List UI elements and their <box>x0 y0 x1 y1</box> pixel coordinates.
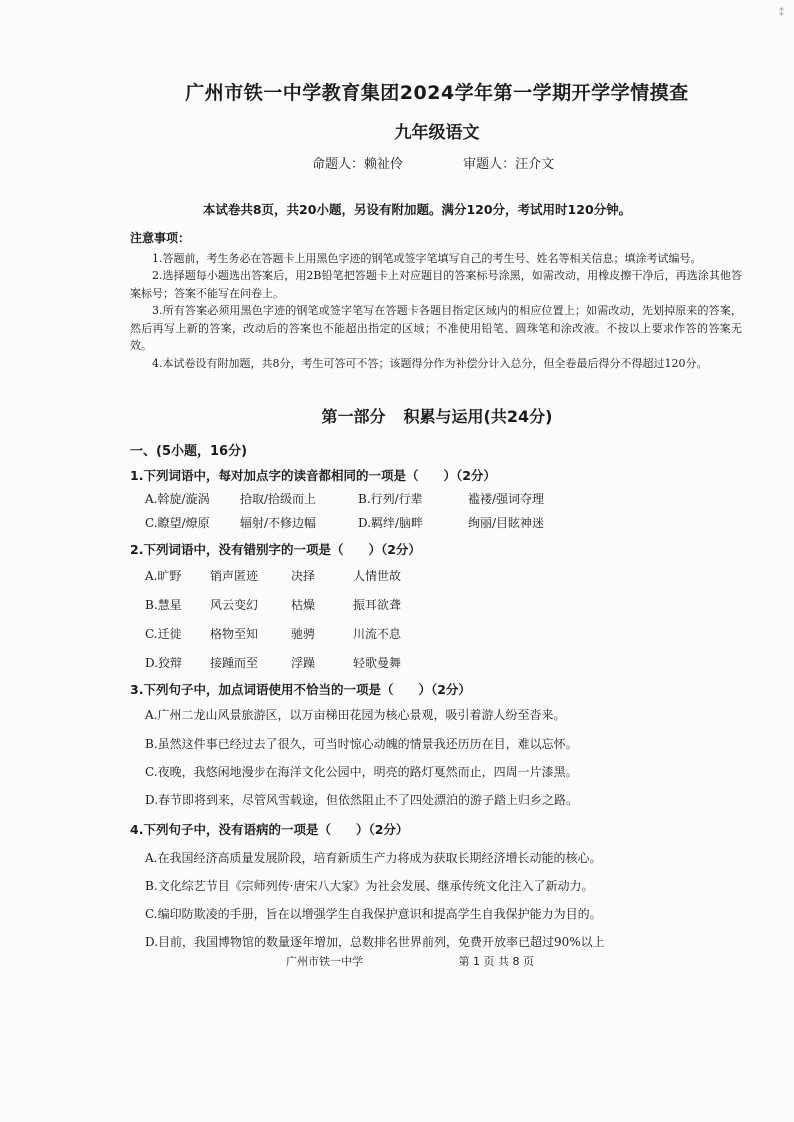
q2-c-3: 驰骋 <box>291 627 316 641</box>
footer-page-number: 第 1 页 共 8 页 <box>458 955 534 968</box>
q2-d-4: 轻歌曼舞 <box>353 656 402 670</box>
footer-school: 广州市铁一中学 <box>286 955 363 968</box>
page-footer <box>286 953 534 969</box>
q2-d-3: 浮躁 <box>291 656 316 670</box>
q2-a-1: A.旷野 <box>145 569 182 583</box>
note-item: 1.答题前，考生务必在答题卡上用黑色字迹的钢笔或签字笔填写自己的考生号、姓名等相关信息；填涂考试编号。 <box>152 251 702 265</box>
q1-option-c-word1: C.瞭望/燎原 <box>145 516 210 530</box>
q3-option-d: D.春节即将到来，尽管风雪载途，但依然阻止不了四处漂泊的游子踏上归乡之路。 <box>145 793 579 807</box>
section-title <box>0 404 794 427</box>
q1-option-c-word2: 辐射/不修边幅 <box>240 516 317 530</box>
question-3-stem: 3.下列句子中，加点词语使用不恰当的一项是（ ）（2分） <box>130 682 471 697</box>
q2-c-2: 格物至知 <box>210 627 259 641</box>
note-item: 4.本试卷设有附加题，共8分，考生可答可不答；该题得分作为补偿分计入总分，但全卷最后得分不得超过120分。 <box>152 356 708 370</box>
question-4-stem: 4.下列句子中，没有语病的一项是（ ）（2分） <box>130 822 409 837</box>
question-2-stem: 2.下列词语中，没有错别字的一项是（ ）（2分） <box>130 542 421 557</box>
exam-title: 广州市铁一中学教育集团2024学年第一学期开学学情摸查 <box>185 82 689 104</box>
q3-option-c: C.夜晚，我悠闲地漫步在海洋文化公园中，明亮的路灯戛然而止，四周一片漆黑。 <box>145 765 578 779</box>
q3-option-a: A.广州二龙山风景旅游区，以万亩梯田花园为核心景观，吸引着游人纷至沓来。 <box>145 708 566 722</box>
q3-option-b: B.虽然这件事已经过去了很久，可当时惊心动魄的情景我还历历在目，难以忘怀。 <box>145 737 578 751</box>
q2-a-2: 销声匿迹 <box>210 569 259 583</box>
q1-option-b-word2: 褴褛/强词夺理 <box>468 492 545 506</box>
q2-b-2: 风云变幻 <box>210 598 259 612</box>
note-item: 3.所有答案必须用黑色字迹的钢笔或签字笔写在答题卡各题目指定区域内的相应位置上；如需改动，先划掉原来的答案，然后再写上新的答案，改动后的答案也不能超出指定的区域；不准使用铅笔、圆珠笔和涂改液。不按以上要求作答的答案无效。 <box>130 304 742 352</box>
q2-a-3: 决择 <box>291 569 316 583</box>
q4-option-a: A.在我国经济高质量发展阶段，培育新质生产力将成为获取长期经济增长动能的核心。 <box>145 851 602 865</box>
authors-line <box>312 153 554 172</box>
note-item: 2.选择题每小题选出答案后，用2B铅笔把答题卡上对应题目的答案标号涂黑，如需改动，用橡皮擦干净后，再选涂其他答案标号；答案不能写在问卷上。 <box>130 269 742 300</box>
q2-b-4: 振耳欲聋 <box>353 598 402 612</box>
notes-block <box>130 230 742 372</box>
q2-d-2: 接踵而至 <box>210 656 259 670</box>
q2-b-1: B.慧星 <box>145 598 182 612</box>
q2-a-4: 人情世故 <box>353 569 402 583</box>
q4-option-c: C.编印防欺凌的手册，旨在以增强学生自我保护意识和提高学生自我保护能力为目的。 <box>145 907 602 921</box>
q1-option-a-word1: A.斡旋/漩涡 <box>145 492 210 506</box>
q2-c-1: C.迁徙 <box>145 627 182 641</box>
part-heading: 一、(5小题，16分) <box>130 444 248 459</box>
q1-option-d-word2: 绚丽/目眩神迷 <box>468 516 545 530</box>
exam-subtitle: 九年级语文 <box>394 123 480 143</box>
q1-option-a-word2: 拾取/拾级而上 <box>240 492 317 506</box>
section-title-name: 积累与运用(共24分) <box>403 407 553 426</box>
q2-c-4: 川流不息 <box>353 627 402 641</box>
notes-heading: 注意事项： <box>130 231 191 245</box>
exam-intro: 本试卷共8页，共20小题，另设有附加题。满分120分，考试用时120分钟。 <box>202 202 632 217</box>
section-title-part: 第一部分 <box>321 407 386 426</box>
q1-option-d-word1: D.羁绊/脑畔 <box>358 516 424 530</box>
q4-option-d: D.目前，我国博物馆的数量逐年增加，总数排名世界前列，免费开放率已超过90%以上 <box>145 935 605 949</box>
question-1-stem: 1.下列词语中，每对加点字的读音都相同的一项是（ ）（2分） <box>130 468 496 483</box>
q1-option-b-word1: B.行列/行辈 <box>358 492 423 506</box>
corner-mark: ⁑ <box>779 8 784 19</box>
reviewer: 审题人：汪介文 <box>463 157 555 172</box>
q2-d-1: D.狡辩 <box>145 656 183 670</box>
setter: 命题人：赖祉伶 <box>312 157 404 172</box>
q2-b-3: 枯燥 <box>291 598 316 612</box>
q4-option-b: B.文化综艺节目《宗师列传·唐宋八大家》为社会发展、继承传统文化注入了新动力。 <box>145 879 594 893</box>
